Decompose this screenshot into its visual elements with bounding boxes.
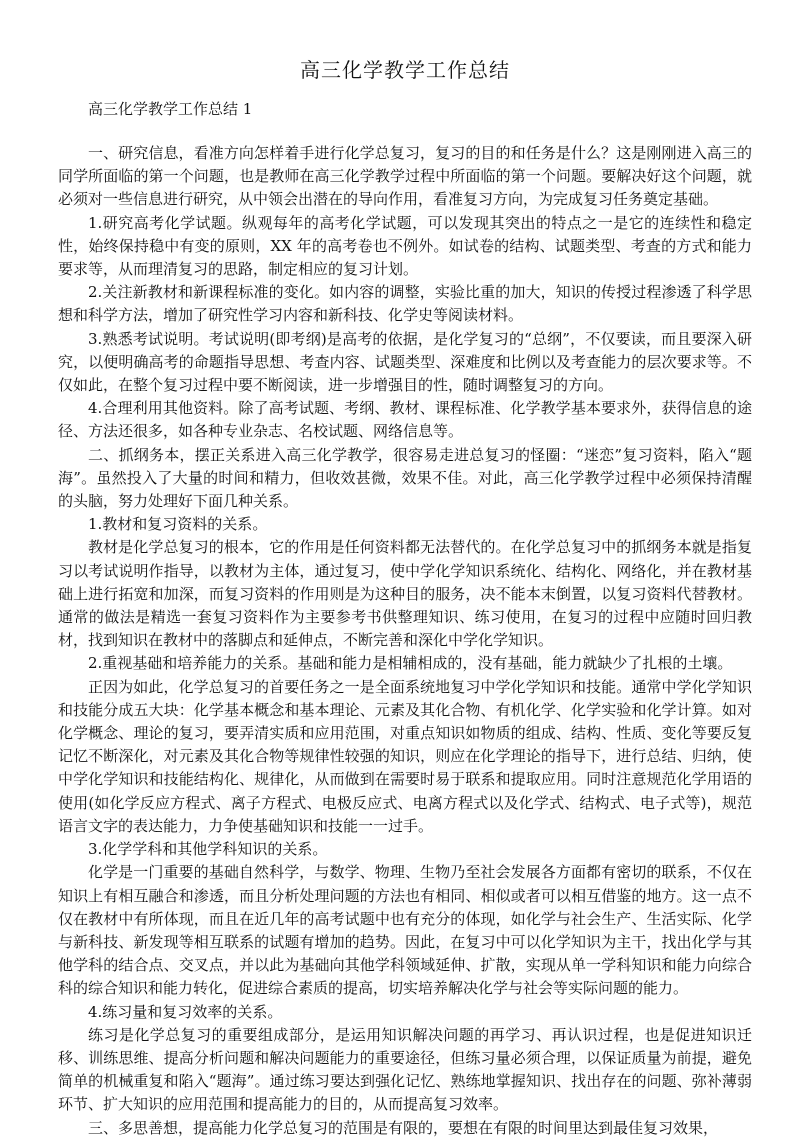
paragraph-11: 3.化学学科和其他学科知识的关系。 <box>88 840 328 859</box>
paragraph-14: 练习是化学总复习的重要组成部分，是运用知识解决问题的再学习、再认识过程，也是促进知识迁移、训练思维、提高分析问题和解决问题能力的重要途径，但练习量必须合理，以保证质量为前提，避免简单的机械重复和陷入“题海”。通过练习要达到强化记忆、熟练地掌握知识、找出存在的问题、弥补薄弱环节、扩大知识的应用范围和提高能力的目的，从而提高复习效率。 <box>58 1025 752 1114</box>
document-subtitle: 高三化学教学工作总结 1 <box>88 100 253 118</box>
paragraph-15: 三、多思善想，提高能力化学总复习的范围是有限的，要想在有限的时间里达到最佳复习效果， <box>88 1118 719 1137</box>
paragraph-1: 一、研究信息，看准方向怎样着手进行化学总复习，复习的目的和任务是什么？这是刚刚进入高三的同学所面临的第一个问题，也是教师在高三化学教学过程中所面临的第一个问题。要解决好这个问题，就必须对一些信息进行研究，从中领会出潜在的导向作用，看准复习方向，为完成复习任务奠定基础。 <box>58 144 752 209</box>
paragraph-5: 4.合理利用其他资料。除了高考试题、考纲、教材、课程标准、化学教学基本要求外，获得信息的途径、方法还很多，如各种专业杂志、名校试题、网络信息等。 <box>58 399 752 441</box>
paragraph-9: 2.重视基础和培养能力的关系。基础和能力是相辅相成的，没有基础，能力就缺少了扎根的土壤。 <box>88 654 733 673</box>
paragraph-3: 2.关注新教材和新课程标准的变化。如内容的调整，实验比重的加大，知识的传授过程渗透了科学思想和科学方法，增加了研究性学习内容和新科技、化学史等阅读材料。 <box>58 283 752 325</box>
spacer <box>58 134 752 142</box>
paragraph-4: 3.熟悉考试说明。考试说明(即考纲)是高考的依据，是化学复习的“总纲”，不仅要读，而且要深入研究，以便明确高考的命题指导思想、考查内容、试题类型、深难度和比例以及考查能力的层次要求等。不仅如此，在整个复习过程中要不断阅读，进一步增强目的性，随时调整复习的方向。 <box>58 329 752 395</box>
paragraph-8: 教材是化学总复习的根本，它的作用是任何资料都无法替代的。在化学总复习中的抓纲务本就是指复习以考试说明作指导，以教材为主体，通过复习，使中学化学知识系统化、结构化、网络化，并在教材基础上进行拓宽和加深，而复习资料的作用则是为这种目的服务，决不能本末倒置，以复习资料代替教材。通常的做法是精选一套复习资料作为主要参考书供整理知识、练习使用，在复习的过程中应随时回归教材，找到知识在教材中的落脚点和延伸点，不断完善和深化中学化学知识。 <box>58 538 752 650</box>
paragraph-7: 1.教材和复习资料的关系。 <box>88 515 268 534</box>
paragraph-10: 正因为如此，化学总复习的首要任务之一是全面系统地复习中学化学知识和技能。通常中学化学知识和技能分成五大块：化学基本概念和基本理论、元素及其化合物、有机化学、化学实验和化学计算。如对化学概念、理论的复习，要弄清实质和应用范围，对重点知识如物质的组成、结构、性质、变化等要反复记忆不断深化，对元素及其化合物等规律性较强的知识，则应在化学理论的指导下，进行总结、归纳，使中学化学知识和技能结构化、规律化，从而做到在需要时易于联系和提取应用。同时注意规范化学用语的使用(如化学反应方程式、离子方程式、电极反应式、电离方程式以及化学式、结构式、电子式等)，规范语言文字的表达能力，力争使基础知识和技能一一过手。 <box>58 677 752 835</box>
paragraph-13: 4.练习量和复习效率的关系。 <box>88 1002 283 1021</box>
paragraph-6: 二、抓纲务本，摆正关系进入高三化学教学，很容易走进总复习的怪圈：“迷恋”复习资料，陷入“题海”。虽然投入了大量的时间和精力，但收效甚微，效果不佳。对此，高三化学教学过程中必须保持清醒的头脑，努力处理好下面几种关系。 <box>58 445 752 511</box>
document-title: 高三化学教学工作总结 <box>300 58 510 82</box>
paragraph-2: 1.研究高考化学试题。纵观每年的高考化学试题，可以发现其突出的特点之一是它的连续性和稳定性，始终保持稳中有变的原则，XX 年的高考卷也不例外。如试卷的结构、试题类型、考查的方式和能力要求等，从而理清复习的思路，制定相应的复习计划。 <box>58 213 752 279</box>
paragraph-12: 化学是一门重要的基础自然科学，与数学、物理、生物乃至社会发展各方面都有密切的联系，不仅在知识上有相互融合和渗透，而且分析处理问题的方法也有相同、相似或者可以相互借鉴的地方。这一点不仅在教材中有所体现，而且在近几年的高考试题中也有充分的体现，如化学与社会生产、生活实际、化学与新科技、新发现等相互联系的试题有增加的趋势。因此，在复习中可以化学知识为主干，找出化学与其他学科的结合点、交叉点，并以此为基础向其他学科领域延伸、扩散，实现从单一学科知识和能力向综合科的综合知识和能力转化，促进综合素质的提高，切实培养解决化学与社会等实际问题的能力。 <box>58 863 752 998</box>
